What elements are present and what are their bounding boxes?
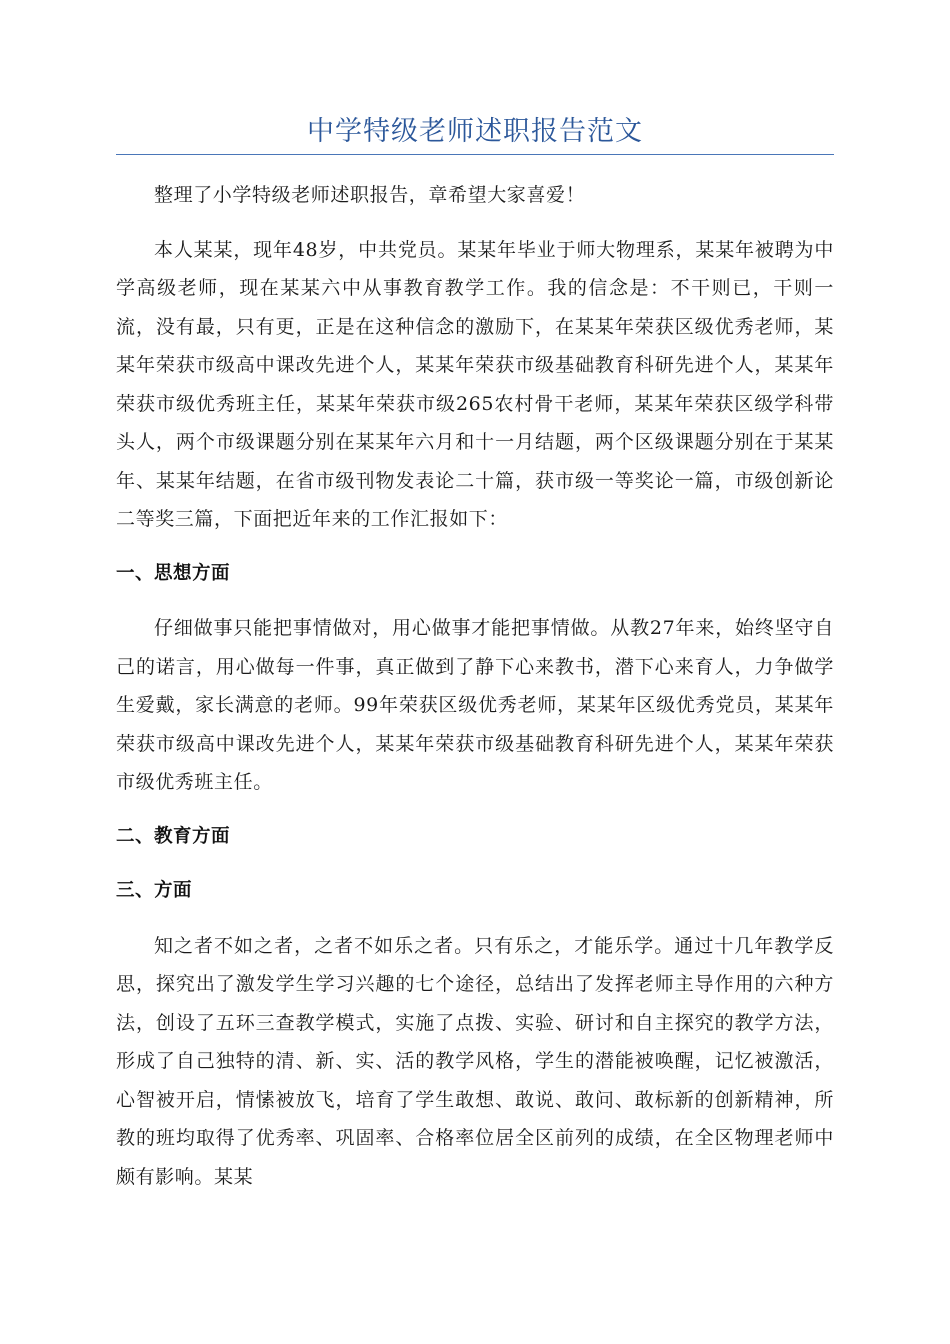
paragraph-teaching: 知之者不如之者，之者不如乐之者。只有乐之，才能乐学。通过十几年教学反思，探究出了激发学生学习兴趣的七个途径，总结出了发挥老师主导作用的六种方法，创设了五环三查教学模式，实施了点拨、实验、研讨和自主探究的教学方法，形成了自己独特的清、新、实、活的教学风格，学生的潜能被唤醒，记忆被激活，心智被开启，情愫被放飞，培育了学生敢想、敢说、敢问、敢标新的创新精神，所教的班均取得了优秀率、巩固率、合格率位居全区前列的成绩，在全区物理老师中颇有影响。某某	[116, 934, 834, 1188]
paragraph-thought: 仔细做事只能把事情做对，用心做事才能把事情做。从教27年来，始终坚守自己的诺言，用心做每一件事，真正做到了静下心来教书，潜下心来育人，力争做学生爱戴，家长满意的老师。99年荣获区级优秀老师，某某年区级优秀党员，某某年荣获市级高中课改先进个人，某某年荣获市级基础教育科研先进个人，某某年荣获市级优秀班主任。	[116, 617, 834, 793]
paragraph-self-introduction: 本人某某，现年48岁，中共党员。某某年毕业于师大物理系，某某年被聘为中学高级老师，现在某某六中从事教育教学工作。我的信念是：不干则已，干则一流，没有最，只有更，正是在这种信念的激励下，在某某年荣获区级优秀老师，某某年荣获市级高中课改先进个人，某某年荣获市级基础教育科研先进个人，某某年荣获市级优秀班主任，某某年荣获市级265农村骨干老师，某某年荣获区级学科带头人，两个市级课题分别在某某年六月和十一月结题，两个区级课题分别在于某某年、某某年结题，在省市级刊物发表论二十篇，获市级一等奖论一篇，市级创新论二等奖三篇，下面把近年来的工作汇报如下：	[116, 238, 834, 530]
spacer	[116, 856, 834, 872]
title-underline	[116, 154, 834, 155]
spacer	[116, 593, 834, 609]
intro-paragraph: 整理了小学特级老师述职报告，章希望大家喜爱！	[154, 184, 586, 206]
section-heading-education: 二、教育方面	[116, 825, 231, 847]
spacer	[116, 215, 834, 231]
section-heading-aspect: 三、方面	[116, 880, 193, 901]
document-body	[116, 176, 834, 1196]
spacer	[116, 911, 834, 927]
page-title: 中学特级老师述职报告范文	[307, 116, 643, 147]
spacer	[116, 539, 834, 555]
spacer	[116, 802, 834, 818]
section-heading-thought: 一、思想方面	[116, 562, 231, 584]
